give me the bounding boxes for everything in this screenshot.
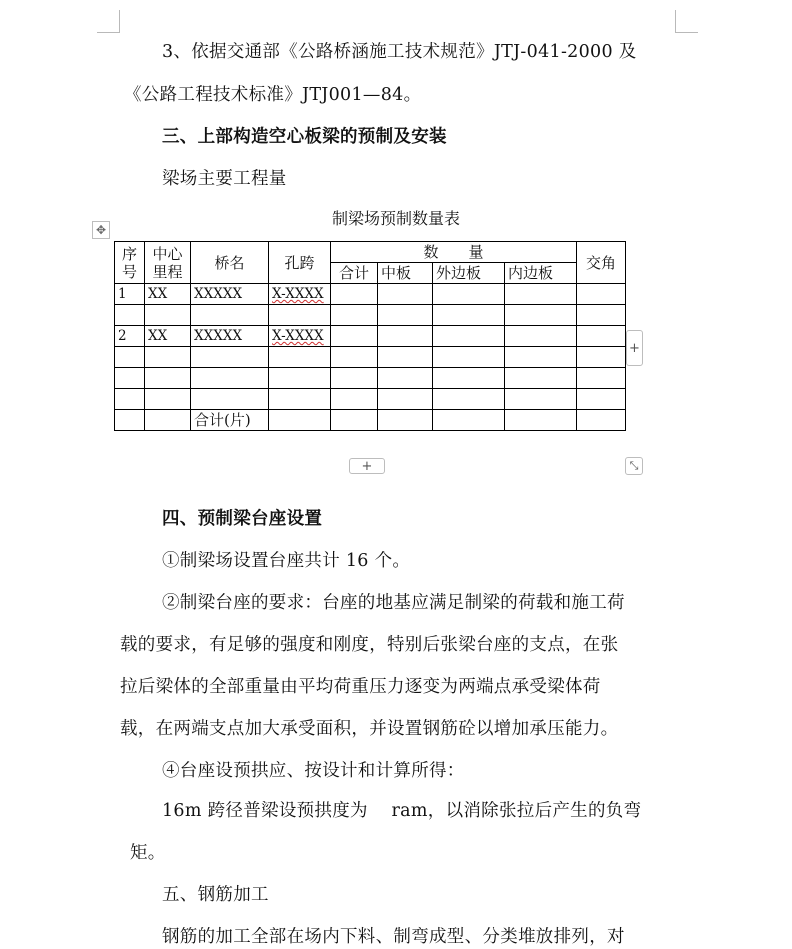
plus-icon: + [629,340,640,356]
table-cell[interactable] [191,305,269,326]
table-header-row [115,242,626,263]
table-resize-handle[interactable] [625,457,643,475]
table-cell[interactable] [191,389,269,410]
paragraph-1: ①制梁场设置台座共计 16 个。 [162,551,411,571]
table-cell[interactable] [433,368,505,389]
table-cell[interactable] [433,305,505,326]
table-cell[interactable]: XXXXX [191,326,269,347]
table-cell[interactable] [505,326,577,347]
paragraph-2-line-3: 拉后梁体的全部重量由平均荷重压力逐变为两端点承受梁体荷 [120,677,601,697]
subheader-total[interactable]: 合计 [331,263,378,284]
table-row [115,347,626,368]
table-cell[interactable] [577,347,626,368]
table-cell[interactable] [433,326,505,347]
table-cell[interactable] [433,410,505,431]
reference-line-2: 《公路工程技术标准》JTJ001—84。 [124,85,422,105]
table-cell[interactable] [191,347,269,368]
table-cell[interactable]: 1 [115,284,145,305]
subheader-outer-plate[interactable]: 外边板 [433,263,505,284]
table-cell[interactable] [433,389,505,410]
table-cell[interactable] [269,305,331,326]
table-cell[interactable] [145,410,191,431]
table-cell[interactable] [115,347,145,368]
table-cell[interactable] [331,389,378,410]
table-cell[interactable]: XX [145,326,191,347]
table-cell[interactable] [505,389,577,410]
table-cell[interactable]: XXXXX [191,284,269,305]
table-cell[interactable] [115,368,145,389]
header-quantity[interactable]: 数 量 [331,242,577,263]
table-cell[interactable] [378,347,433,368]
table-cell[interactable] [505,347,577,368]
table-cell[interactable] [331,326,378,347]
table-cell[interactable] [378,368,433,389]
table-cell[interactable] [145,347,191,368]
page-corner-mark-right [675,10,698,33]
table-cell[interactable] [505,368,577,389]
table-cell[interactable] [577,410,626,431]
table-cell[interactable] [378,326,433,347]
table-cell[interactable] [433,347,505,368]
table-cell[interactable] [331,284,378,305]
move-icon: ✥ [95,223,107,237]
table-cell[interactable] [269,326,331,347]
header-bridge-name[interactable]: 桥名 [191,242,269,284]
table-cell[interactable] [145,368,191,389]
table-cell[interactable] [115,410,145,431]
table-cell[interactable] [577,368,626,389]
table-caption: 制梁场预制数量表 [331,209,460,228]
paragraph-6: 钢筋的加工全部在场内下料、制弯成型、分类堆放排列，对 [162,927,625,947]
add-row-button[interactable] [349,458,385,474]
header-angle[interactable]: 交角 [577,242,626,284]
table-cell[interactable] [577,305,626,326]
table-cell[interactable] [505,410,577,431]
paragraph-2-line-4: 载，在两端支点加大承受面积，并设置钢筋砼以增加承压能力。 [120,719,619,739]
table-cell[interactable] [331,305,378,326]
table-row [115,305,626,326]
paragraph-5-line-1: 16m 跨径普梁设预拱度为 ram，以消除张拉后产生的负弯 [162,801,642,821]
section-heading-3: 三、上部构造空心板梁的预制及安装 [162,127,447,147]
plus-icon: + [361,458,373,474]
table-cell[interactable] [269,284,331,305]
quantity-table[interactable] [114,241,626,431]
table-cell[interactable] [577,389,626,410]
table-cell[interactable] [378,389,433,410]
paragraph-2-line-1: ②制梁台座的要求：台座的地基应满足制梁的荷载和施工荷 [162,593,625,613]
table-cell[interactable] [378,410,433,431]
table-cell[interactable] [269,347,331,368]
quantity-intro: 梁场主要工程量 [162,169,287,189]
table-row [115,368,626,389]
add-column-button[interactable] [626,330,643,366]
header-mileage[interactable]: 中心 里程 [145,242,191,284]
table-cell[interactable] [433,284,505,305]
table-cell[interactable]: XX [145,284,191,305]
subheader-middle-plate[interactable]: 中板 [378,263,433,284]
table-cell[interactable] [145,305,191,326]
reference-line-1: 3、依据交通部《公路桥涵施工技术规范》JTJ-041-2000 及 [162,42,637,62]
table-move-handle[interactable] [92,221,110,239]
table-cell[interactable] [115,389,145,410]
table-row [115,389,626,410]
table-total-row [115,410,626,431]
table-cell[interactable]: 2 [115,326,145,347]
table-cell[interactable] [331,347,378,368]
table-cell[interactable] [145,389,191,410]
table-cell[interactable] [269,368,331,389]
section-heading-5: 五、钢筋加工 [162,885,269,905]
table-cell[interactable] [577,284,626,305]
table-cell[interactable] [269,389,331,410]
table-row [115,284,626,305]
table-cell[interactable] [505,305,577,326]
page-corner-mark-left [97,10,120,33]
spellcheck-text: X-XXXX [272,328,324,344]
paragraph-5-line-2: 矩。 [130,843,166,863]
table-cell[interactable] [505,284,577,305]
header-seq[interactable]: 序 号 [115,242,145,284]
paragraph-4: ④台座设预拱应、按设计和计算所得： [162,761,465,781]
table-cell[interactable] [269,410,331,431]
table-cell[interactable] [331,368,378,389]
table-row [115,326,626,347]
table-cell[interactable] [378,284,433,305]
total-label-cell[interactable]: 合计(片) [191,410,269,431]
section-heading-4: 四、预制梁台座设置 [162,509,323,529]
table-cell[interactable] [191,368,269,389]
spellcheck-text: X-XXXX [272,286,324,302]
table-cell[interactable] [331,410,378,431]
subheader-inner-plate[interactable]: 内边板 [505,263,577,284]
table-cell[interactable] [378,305,433,326]
header-span[interactable]: 孔跨 [269,242,331,284]
resize-icon: ⤡ [629,459,639,472]
table-cell[interactable] [115,305,145,326]
table-cell[interactable] [577,326,626,347]
paragraph-2-line-2: 载的要求，有足够的强度和刚度，特别后张梁台座的支点，在张 [120,635,619,655]
